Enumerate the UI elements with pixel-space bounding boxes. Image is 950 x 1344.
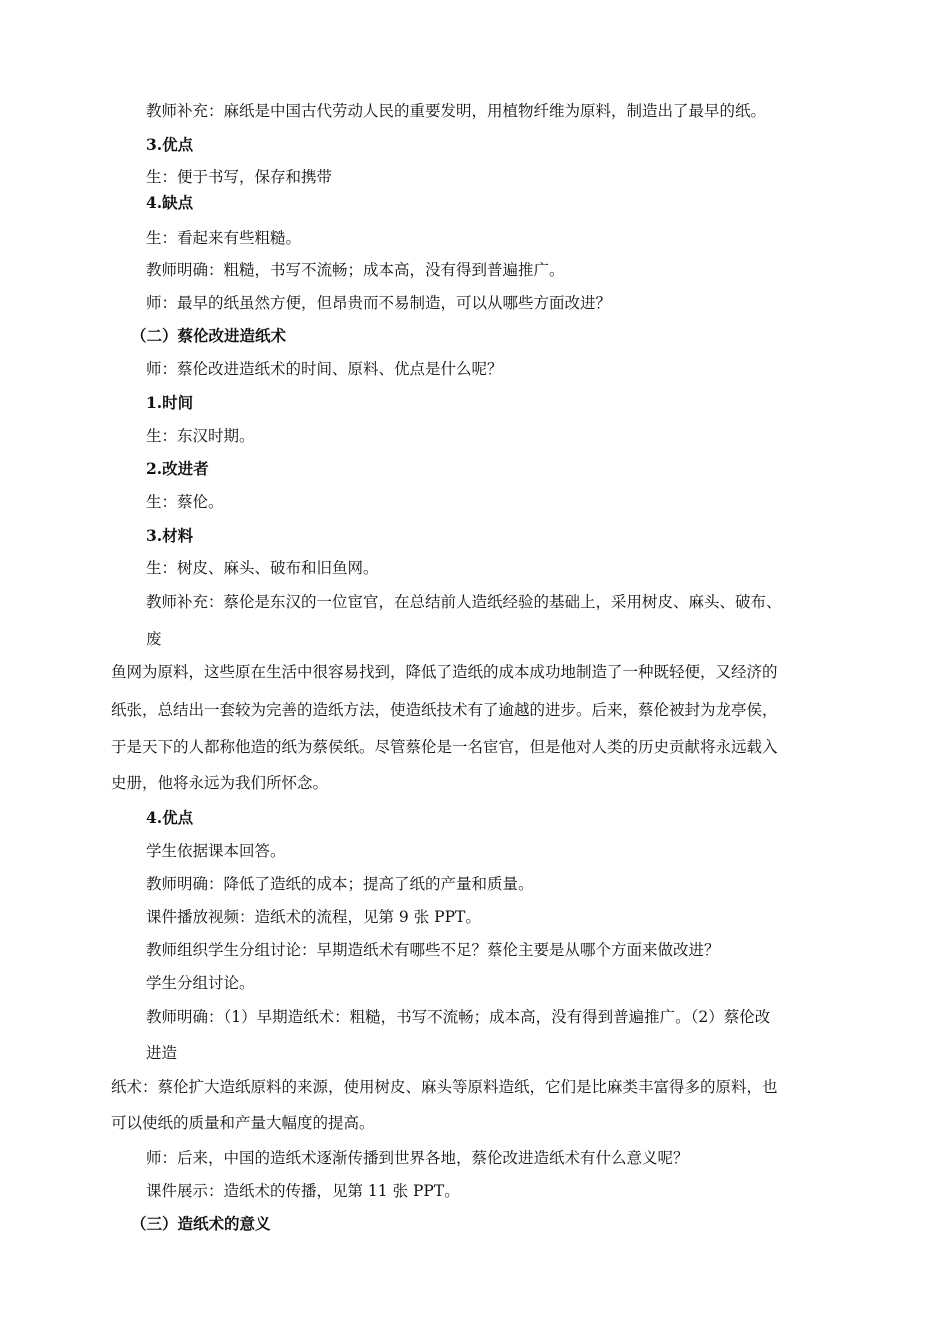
heading-advantages-2: 4.优点: [146, 808, 194, 827]
text-line: 废: [146, 630, 162, 648]
heading-improver: 2.改进者: [146, 459, 209, 478]
text-line: 师：后来，中国的造纸术逐渐传播到世界各地，蔡伦改进造纸术有什么意义呢？: [146, 1149, 689, 1167]
text-line: 生：看起来有些粗糙。: [146, 229, 302, 247]
text-line: 教师明确：粗糙，书写不流畅；成本高，没有得到普遍推广。: [146, 261, 565, 279]
heading-disadvantages: 4.缺点: [146, 193, 194, 212]
section-heading-significance: （三）造纸术的意义: [131, 1214, 271, 1233]
text-line: 进造: [146, 1044, 178, 1062]
text-line: 于是天下的人都称他造的纸为蔡侯纸。尽管蔡伦是一名宦官，但是他对人类的历史贡献将永远载入: [111, 738, 778, 756]
text-line: 纸术：蔡伦扩大造纸原料的来源，使用树皮、麻头等原料造纸，它们是比麻类丰富得多的原料，也: [111, 1078, 778, 1096]
text-line: 生：蔡伦。: [146, 493, 224, 511]
text-line: 教师明确：（1）早期造纸术：粗糙，书写不流畅；成本高，没有得到普遍推广。（2）蔡伦改: [146, 1008, 771, 1026]
text-line: 可以使纸的质量和产量大幅度的提高。: [111, 1114, 375, 1132]
heading-time: 1.时间: [146, 393, 194, 412]
text-line: 纸张，总结出一套较为完善的造纸方法，使造纸技术有了逾越的进步。后来，蔡伦被封为龙亭侯，: [111, 701, 778, 719]
text-line: 学生依据课本回答。: [146, 842, 286, 860]
text-line: 教师补充：麻纸是中国古代劳动人民的重要发明，用植物纤维为原料，制造出了最早的纸。: [146, 102, 767, 120]
text-line: 师：蔡伦改进造纸术的时间、原料、优点是什么呢？: [146, 360, 503, 378]
text-line: 师：最早的纸虽然方便，但昂贵而不易制造，可以从哪些方面改进？: [146, 294, 612, 312]
text-line: 课件展示：造纸术的传播，见第 11 张 PPT。: [146, 1182, 460, 1200]
text-line: 教师明确：降低了造纸的成本；提高了纸的产量和质量。: [146, 875, 534, 893]
text-line: 教师组织学生分组讨论：早期造纸术有哪些不足？蔡伦主要是从哪个方面来做改进？: [146, 941, 720, 959]
text-line: 课件播放视频：造纸术的流程，见第 9 张 PPT。: [146, 908, 481, 926]
text-line: 生：树皮、麻头、破布和旧鱼网。: [146, 559, 379, 577]
text-line: 学生分组讨论。: [146, 974, 255, 992]
text-line: 教师补充：蔡伦是东汉的一位宦官，在总结前人造纸经验的基础上，采用树皮、麻头、破布、: [146, 593, 782, 611]
text-line: 生：东汉时期。: [146, 427, 255, 445]
text-line: 鱼网为原料，这些原在生活中很容易找到，降低了造纸的成本成功地制造了一种既轻便，又经济的: [111, 663, 778, 681]
heading-advantages: 3.优点: [146, 135, 194, 154]
text-line: 生：便于书写，保存和携带: [146, 168, 333, 186]
section-heading-cailun: （二）蔡伦改进造纸术: [131, 326, 287, 345]
text-line: 史册，他将永远为我们所怀念。: [111, 774, 329, 792]
heading-materials: 3.材料: [146, 526, 194, 545]
